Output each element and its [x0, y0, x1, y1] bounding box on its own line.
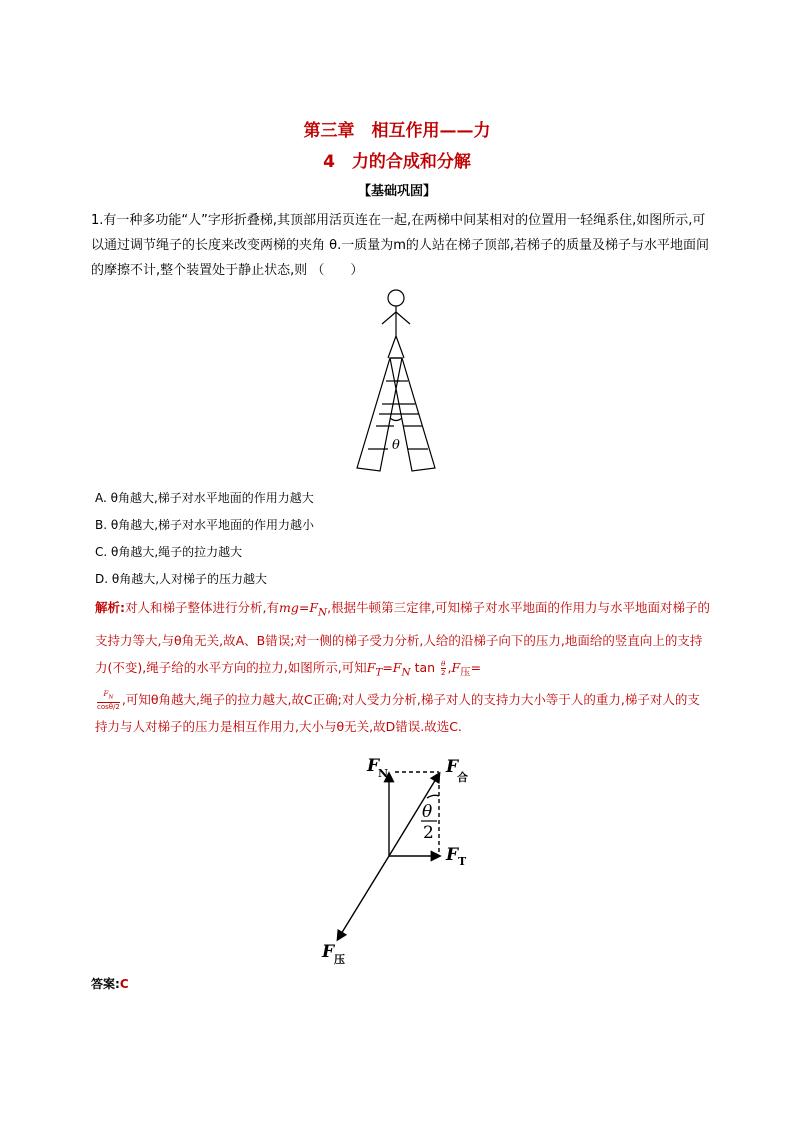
frac2-num: F — [103, 690, 109, 699]
eq-equals: = — [470, 659, 482, 675]
fya-sub: 压 — [334, 953, 345, 966]
fn-label: F — [367, 756, 380, 776]
analysis-text — [95, 594, 711, 740]
option-b: B. θ角越大,梯子对水平地面的作用力越小 — [95, 518, 315, 532]
ft-label: F — [446, 845, 459, 865]
analysis-label: 解析: — [95, 600, 125, 615]
eq-mg-sub: N — [318, 606, 328, 619]
frac2-num-sub: N — [108, 694, 114, 701]
frac-theta-half — [441, 660, 445, 677]
eq-fya-sub: 压 — [460, 666, 471, 678]
eq-ft: F — [366, 659, 376, 675]
person-head — [388, 290, 404, 306]
eq-fn-sub: N — [401, 666, 411, 678]
analysis-part2: ,根据牛顿第三定律,可知梯子对水平地面的作用力与水平地面对梯子的支持力等大,与θ角无关,故A、B错误;对一侧的梯子受力分析,人给的沿梯子向下的压力,地面给的竖直向上的支持力(不变),绳子给的水平方向的拉力,如图所示,可知 — [95, 600, 711, 675]
eq-fya: F — [451, 659, 461, 675]
section-title: 4 力的合成和分解 — [323, 152, 471, 172]
fya-label: F — [322, 942, 335, 962]
eq-tan: tan — [410, 659, 440, 675]
option-c: C. θ角越大,绳子的拉力越大 — [95, 545, 243, 559]
ladder-figure — [340, 286, 450, 476]
answer-label: 答案: — [91, 977, 120, 991]
answer-value: C — [119, 977, 129, 991]
theta-half-num: θ — [422, 802, 433, 822]
eq-ft-sub: T — [375, 666, 383, 678]
chapter-title: 第三章 相互作用——力 — [303, 121, 491, 141]
frac-num: θ — [441, 659, 446, 668]
theta-half-den: 2 — [423, 823, 434, 843]
category-label: 【基础巩固】 — [357, 184, 436, 199]
frac2-den-tail: θ/2 — [108, 702, 120, 711]
analysis-part1: 对人和梯子整体进行分析,有 — [125, 600, 279, 615]
option-a: A. θ角越大,梯子对水平地面的作用力越大 — [95, 491, 314, 505]
fn-sub: N — [378, 767, 389, 780]
fhe-label: F — [446, 757, 459, 777]
frac2-den: cos — [97, 702, 109, 711]
theta-label: θ — [392, 438, 400, 453]
option-d: D. θ角越大,人对梯子的压力越大 — [95, 572, 268, 586]
eq-fn: =F — [382, 659, 402, 675]
fhe-sub: 合 — [457, 771, 468, 784]
force-diagram — [315, 752, 485, 967]
ft-sub: T — [458, 855, 467, 868]
question-text: 1.有一种多功能“人”字形折叠梯,其顶部用活页连在一起,在两梯中间某相对的位置用一轻绳系住,如图所示,可以通过调节绳子的长度来改变两梯的夹角 θ.一质量为m的人站在梯子顶部,若梯子的质量及梯子与水平地面间的摩擦不计,整个装置处于静止状态,则 （ ） — [91, 213, 710, 278]
analysis-part3: ,可知θ角越大,绳子的拉力越大,故C正确;对人受力分析,梯子对人的支持力大小等于人的重力,梯子对人的支持力与人对梯子的压力是相互作用力,大小与θ无关,故D错误.故选C. — [95, 692, 700, 734]
frac-fn-cos — [97, 690, 120, 710]
fya-arrow — [338, 856, 389, 939]
eq-mg: mg=F — [278, 600, 318, 615]
answer — [91, 975, 129, 992]
eq-comma: , — [447, 659, 452, 675]
frac-den: 2 — [441, 668, 446, 677]
